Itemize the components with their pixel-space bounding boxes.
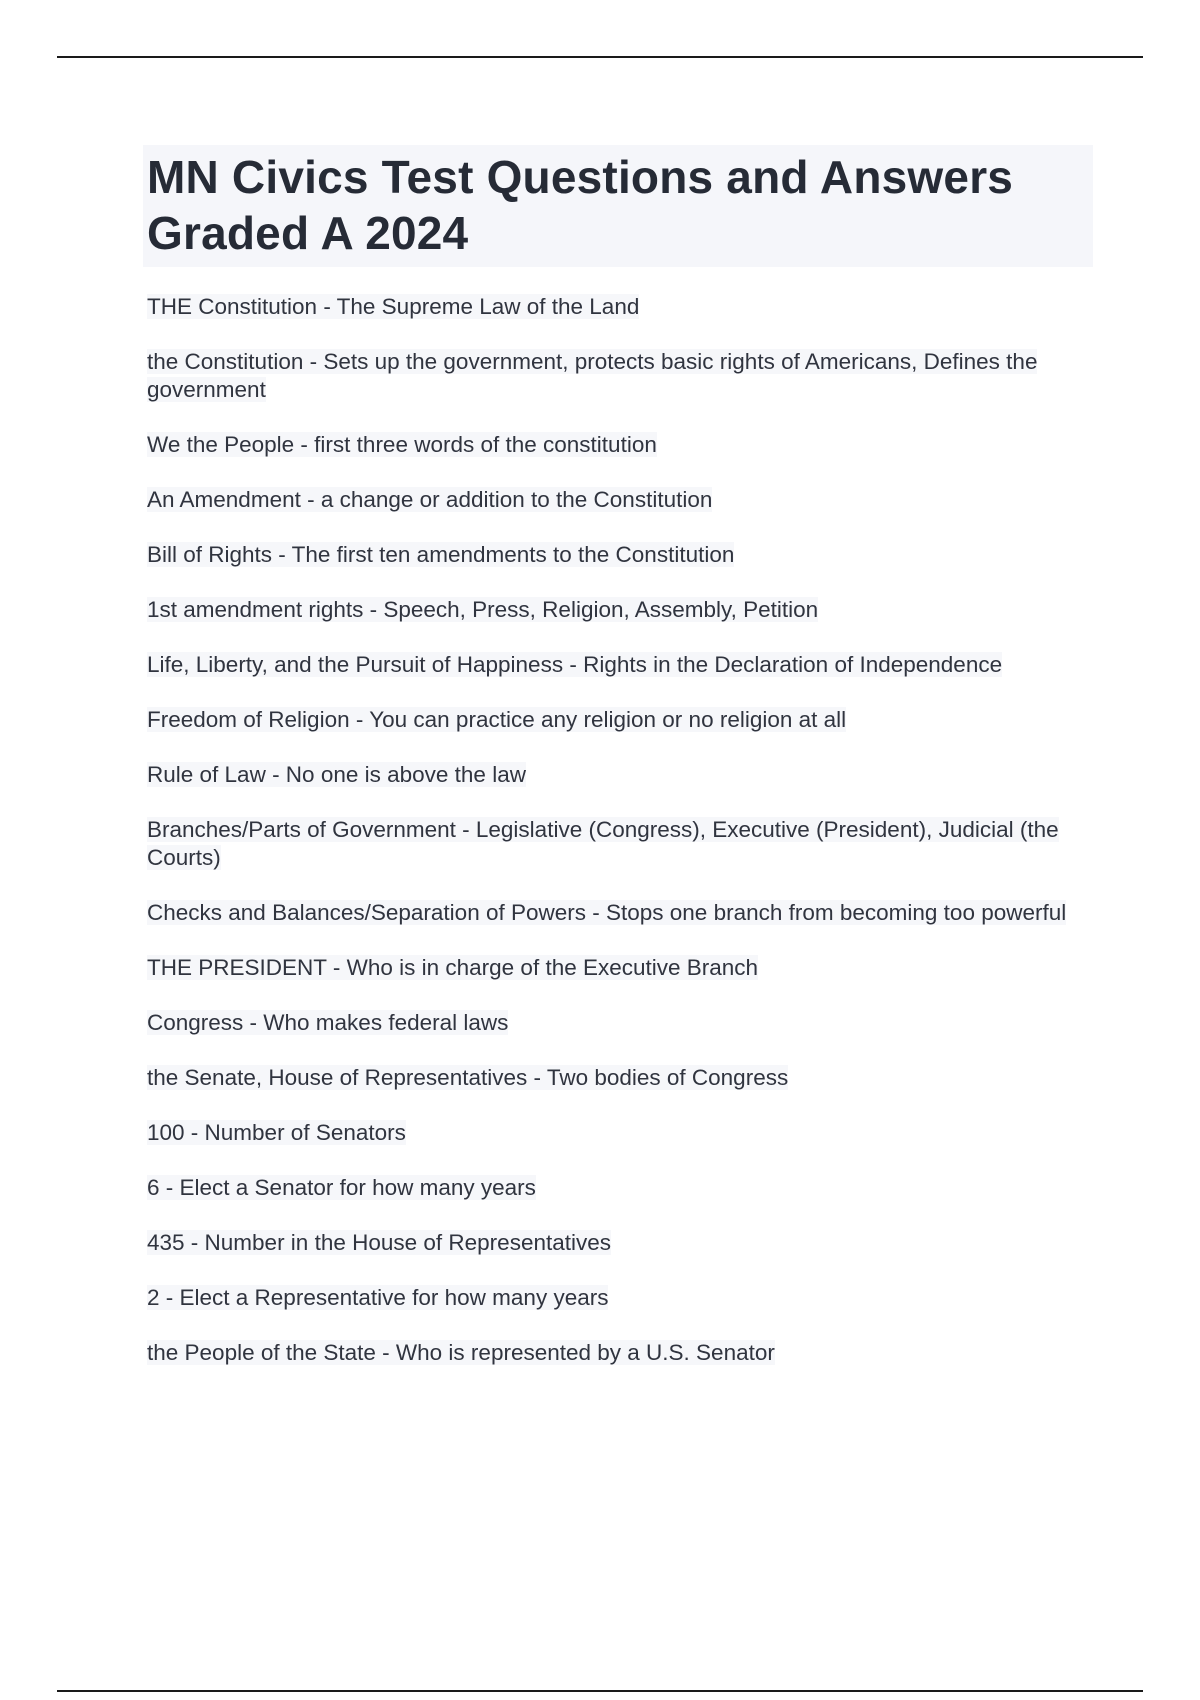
qa-text: the Constitution - Sets up the government, protects basic rights of Americans, Defines the government [147,349,1038,402]
document-body [143,145,1093,1394]
qa-item [143,1229,1093,1257]
qa-text: Life, Liberty, and the Pursuit of Happiness - Rights in the Declaration of Independence [147,652,1003,677]
qa-text: 2 - Elect a Representative for how many years [147,1285,609,1310]
qa-text: the People of the State - Who is represented by a U.S. Senator [147,1340,775,1365]
qa-item [143,431,1093,459]
qa-item [143,348,1093,404]
qa-text: the Senate, House of Representatives - Two bodies of Congress [147,1065,789,1090]
qa-list [143,293,1093,1367]
bottom-divider [57,1690,1143,1692]
qa-text: 1st amendment rights - Speech, Press, Religion, Assembly, Petition [147,597,819,622]
document-title: MN Civics Test Questions and Answers Graded A 2024 [143,145,1093,267]
qa-item [143,954,1093,982]
qa-item [143,541,1093,569]
qa-text: THE Constitution - The Supreme Law of the Land [147,294,640,319]
qa-item [143,1339,1093,1367]
qa-text: Freedom of Religion - You can practice any religion or no religion at all [147,707,847,732]
qa-text: Branches/Parts of Government - Legislative (Congress), Executive (President), Judicial (the Courts) [147,817,1059,870]
top-divider [57,56,1143,58]
qa-item [143,596,1093,624]
qa-text: 6 - Elect a Senator for how many years [147,1175,536,1200]
qa-text: Checks and Balances/Separation of Powers - Stops one branch from becoming too powerful [147,900,1067,925]
qa-item [143,1009,1093,1037]
qa-item [143,293,1093,321]
qa-text: We the People - first three words of the constitution [147,432,657,457]
qa-item [143,706,1093,734]
qa-text: Bill of Rights - The first ten amendments to the Constitution [147,542,735,567]
qa-item [143,761,1093,789]
qa-text: 435 - Number in the House of Representatives [147,1230,611,1255]
qa-item [143,1064,1093,1092]
qa-text: Congress - Who makes federal laws [147,1010,509,1035]
qa-item [143,486,1093,514]
qa-text: 100 - Number of Senators [147,1120,406,1145]
qa-text: THE PRESIDENT - Who is in charge of the Executive Branch [147,955,759,980]
qa-text: An Amendment - a change or addition to the Constitution [147,487,713,512]
qa-item [143,1119,1093,1147]
qa-text: Rule of Law - No one is above the law [147,762,526,787]
qa-item [143,1284,1093,1312]
qa-item [143,1174,1093,1202]
qa-item [143,651,1093,679]
qa-item [143,899,1093,927]
qa-item [143,816,1093,872]
